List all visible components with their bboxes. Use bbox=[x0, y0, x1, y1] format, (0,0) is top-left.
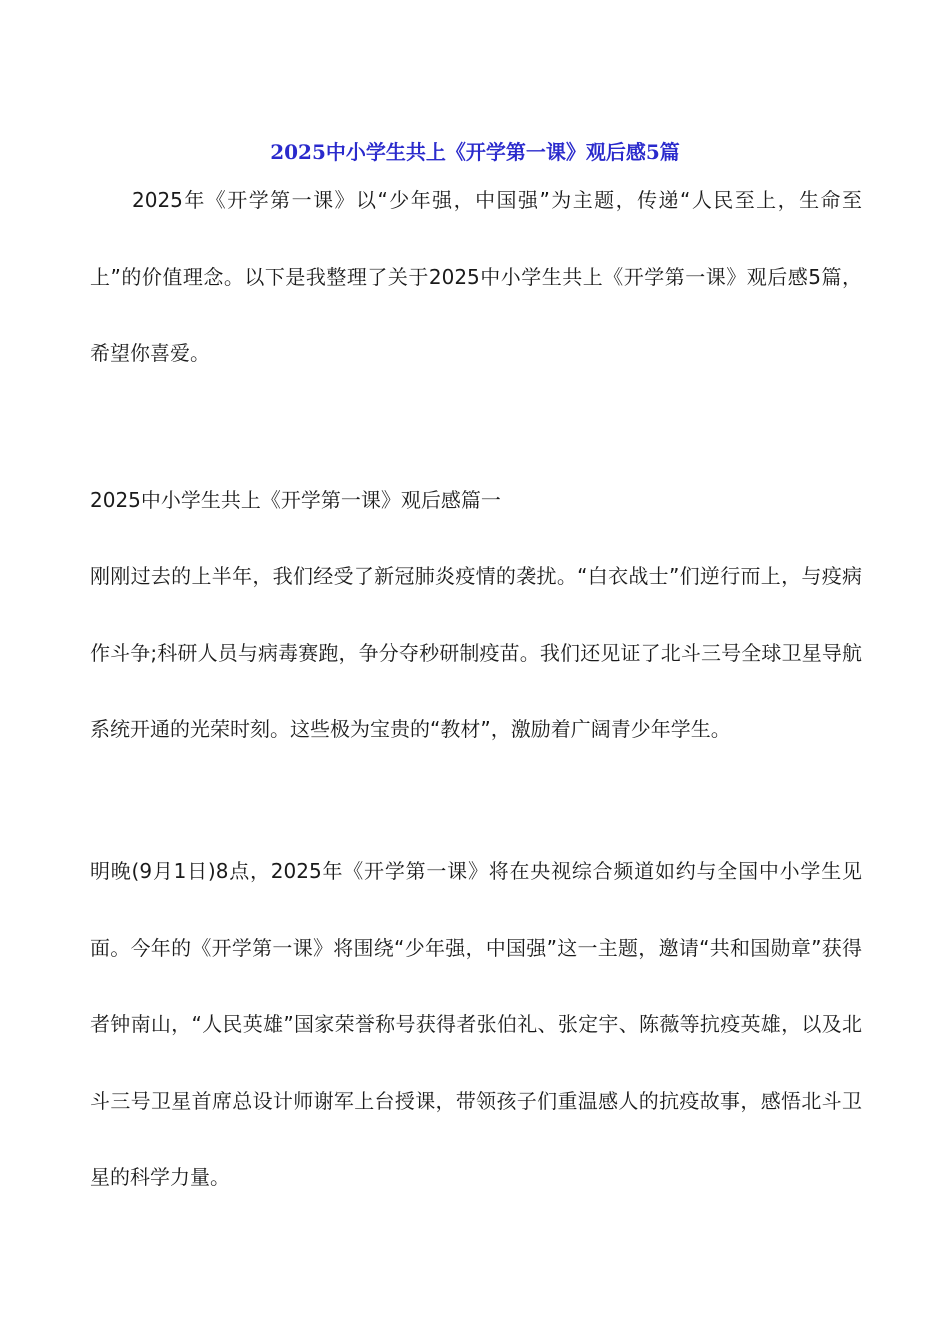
intro-paragraph: 2025年《开学第一课》以“少年强，中国强”为主题，传递“人民至上，生命至上”的价值理念。以下是我整理了关于2025中小学生共上《开学第一课》观后感5篇，希望你喜爱。 bbox=[90, 188, 862, 365]
document-title: 2025中小学生共上《开学第一课》观后感5篇 bbox=[270, 140, 680, 164]
section-heading: 2025中小学生共上《开学第一课》观后感篇一 bbox=[90, 488, 501, 512]
body-paragraph-2: 明晚(9月1日)8点，2025年《开学第一课》将在央视综合频道如约与全国中小学生见面。今年的《开学第一课》将围绕“少年强，中国强”这一主题，邀请“共和国勋章”获得者钟南山，“人民英雄”国家荣誉称号获得者张伯礼、张定宇、陈薇等抗疫英雄，以及北斗三号卫星首席总设计师谢军上台授课，带领孩子们重温感人的抗疫故事，感悟北斗卫星的科学力量。 bbox=[90, 859, 862, 1189]
body-paragraph-1: 刚刚过去的上半年，我们经受了新冠肺炎疫情的袭扰。“白衣战士”们逆行而上，与疫病作斗争;科研人员与病毒赛跑，争分夺秒研制疫苗。我们还见证了北斗三号全球卫星导航系统开通的光荣时刻。这些极为宝贵的“教材”，激励着广阔青少年学生。 bbox=[90, 564, 862, 741]
